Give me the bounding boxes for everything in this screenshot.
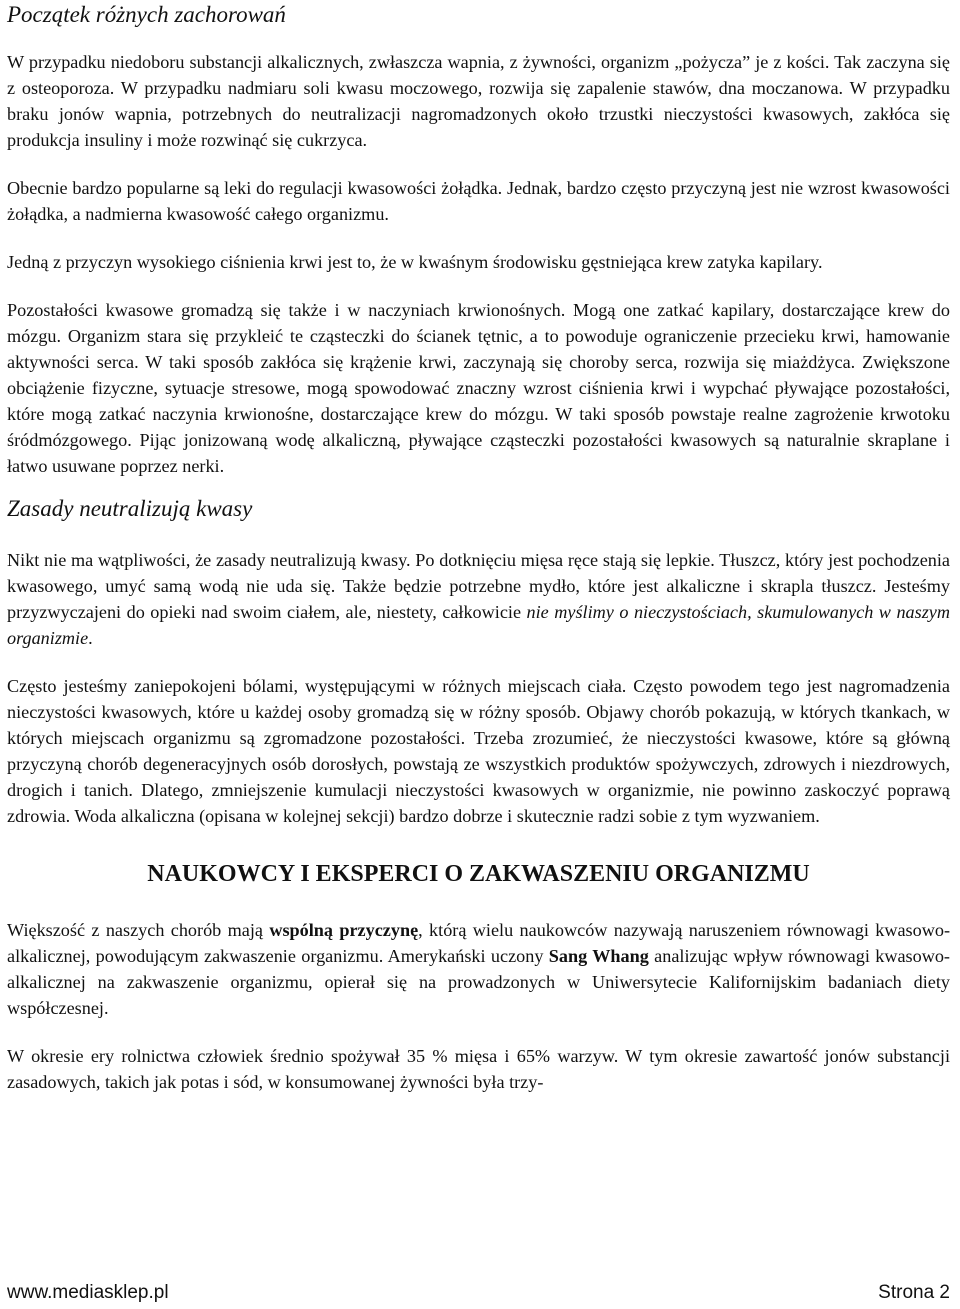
document-page xyxy=(7,0,950,1103)
bold-text-wspolna-przyczyna: wspólną przyczynę xyxy=(269,920,419,940)
paragraph-text: , którą wielu naukowców nazywają naruszeniem równowagi kwasowo-alkalicznej, powodującym zakwaszenie organizmu. Amerykański uczony xyxy=(7,920,950,966)
italic-text: nie myślimy o nieczystościach, skumulowanych w naszym organizmie xyxy=(7,602,950,648)
paragraph-text-end: . xyxy=(88,628,93,648)
page-footer xyxy=(7,1279,950,1307)
paragraph-naczynia-krwionosne: Pozostałości kwasowe gromadzą się także i w naczyniach krwionośnych. Mogą one zatkać kapilary, dostarczające krew do mózgu. Organizm stara się przykleić te cząsteczki do ścianek tętnic, a to powoduje ograniczenie przecieku krwi, hamowanie aktywności serca. W taki sposób zakłóca się krążenie krwi, zaczynają się choroby serca, rozwija się miażdżyca. Zwiększone obciążenie fizyczne, sytuacje stresowe, mogą spowodować znaczny wzrost ciśnienia krwi i wypchać pływające pozostałości, które mogą zatkać naczynia krwionośne, dostarczające krew do mózgu. W taki sposób powstaje realne zagrożenie krwotoku śródmózgowego. Pijąc jonizowaną wodę alkaliczną, pływające cząsteczki pozostałości kwasowych są naturalnie skraplane i łatwo usuwane poprzez nerki. xyxy=(7,300,950,476)
footer-page-number: Strona 2 xyxy=(878,1282,950,1303)
paragraph-zasady-neutralizuja xyxy=(7,547,950,651)
main-heading-naukowcy: NAUKOWCY I EKSPERCI O ZAKWASZENIU ORGANIZMU xyxy=(147,861,810,887)
section-heading-poczatek: Początek różnych zachorowań xyxy=(7,2,286,27)
footer-website-link[interactable]: www.mediasklep.pl xyxy=(7,1282,169,1303)
paragraph-wspolna-przyczyna xyxy=(7,917,950,1021)
paragraph-bole: Często jesteśmy zaniepokojeni bólami, występującymi w różnych miejscach ciała. Często powodem tego jest nagromadzenia nieczystości kwasowych, które u każdej osoby gromadzą się w różny sposób. Objawy chorób pokazują, w których tkankach, w których miejscach organizmu są zgromadzone pozostałości. Trzeba zrozumieć, że nieczystości kwasowe, które są główną przyczyną chorób degeneracyjnych osób dorosłych, powstają ze wszystkich produktów spożywczych, zdrowych i niezdrowych, drogich i tanich. Dlatego, zmniejszenie kumulacji nieczystości kwasowych w organizmie, nie powinno zaskoczyć poprawą zdrowia. Woda alkaliczna (opisana w kolejnej sekcji) bardzo dobrze i skutecznie radzi sobie z tym wyzwaniem. xyxy=(7,676,950,826)
section-heading-zasady: Zasady neutralizują kwasy xyxy=(7,496,253,521)
paragraph-osteoporoza: W przypadku niedoboru substancji alkalicznych, zwłaszcza wapnia, z żywności, organizm „pożycza” je z kości. Tak zaczyna się z osteoporoza. W przypadku nadmiaru soli kwasu moczowego, rozwija się zapalenie stawów, dna moczanowa. W przypadku braku jonów wapnia, potrzebnych do neutralizacji nagromadzonych około trzustki nieczystości kwasowych, zakłóca się produkcja insuliny i może rozwinąć się cukrzyca. xyxy=(7,52,950,150)
bold-text-sang-whang: Sang Whang xyxy=(548,946,649,966)
paragraph-text: Nikt nie ma wątpliwości, że zasady neutralizują kwasy. Po dotknięciu mięsa ręce stają się lepkie. Tłuszcz, który jest pochodzenia kwasowego, umyć samą wodą nie uda się. Także będzie potrzebne mydło, które jest alkaliczne i skrapla tłuszcz. Jesteśmy przyzwyczajeni do opieki nad swoim ciałem, ale, niestety, całkowicie xyxy=(7,550,950,622)
paragraph-cisnienie-krwi: Jedną z przyczyn wysokiego ciśnienia krwi jest to, że w kwaśnym środowisku gęstniejąca krew zatyka kapilary. xyxy=(7,252,823,272)
paragraph-text: Większość z naszych chorób mają xyxy=(7,920,270,940)
paragraph-text: analizując wpływ równowagi kwasowo-alkalicznej na zakwaszenie organizmu, opierał się na prowadzonych w Uniwersytecie Kalifornijskim badaniach diety współczesnej. xyxy=(7,946,950,1018)
paragraph-kwasowosc-zoladka: Obecnie bardzo popularne są leki do regulacji kwasowości żołądka. Jednak, bardzo często przyczyną jest nie wzrost kwasowości żołądka, a nadmierna kwasowość całego organizmu. xyxy=(7,178,950,224)
paragraph-era-rolnictwa: W okresie ery rolnictwa człowiek średnio spożywał 35 % mięsa i 65% warzyw. W tym okresie zawartość jonów substancji zasadowych, takich jak potas i sód, w konsumowanej żywności była trzy- xyxy=(7,1046,950,1092)
